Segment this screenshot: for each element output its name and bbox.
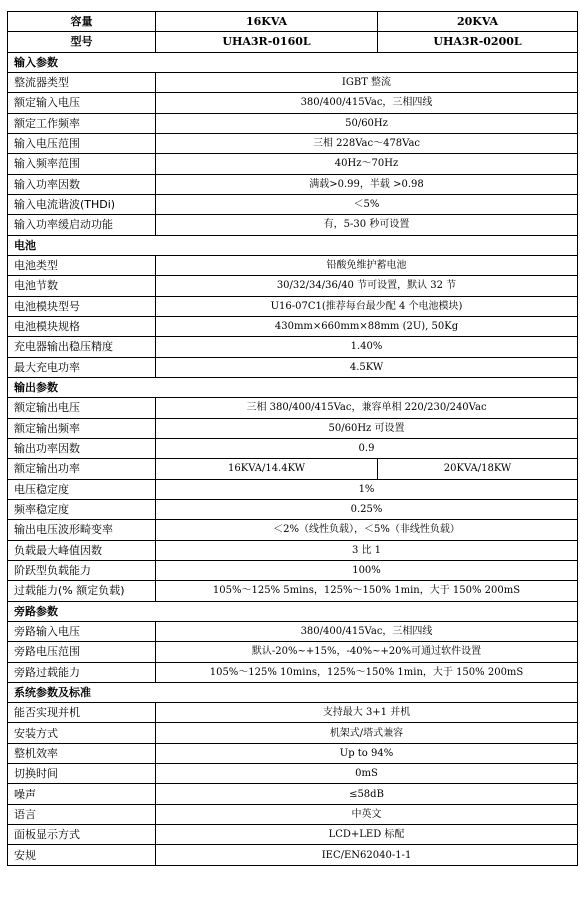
input-row: [8, 133, 578, 153]
spec-label: 输入电压范围: [8, 133, 156, 153]
spec-value: 105%～125% 5mins，125%～150% 1min，大于 150% 200mS: [156, 581, 578, 601]
spec-value: IEC/EN62040-1-1: [156, 845, 578, 865]
input-row: [8, 113, 578, 133]
spec-label: 输入电流谐波(THDi): [8, 194, 156, 214]
spec-label: 额定工作频率: [8, 113, 156, 133]
output-power-row: [8, 459, 578, 479]
system-row: [8, 723, 578, 743]
spec-value: 50/60Hz 可设置: [156, 418, 578, 438]
battery-row: [8, 337, 578, 357]
spec-label: 负载最大峰值因数: [8, 540, 156, 560]
output-row: [8, 398, 578, 418]
spec-label: 额定输出功率: [8, 459, 156, 479]
battery-row: [8, 296, 578, 316]
model-16kva: UHA3R-0160L: [156, 32, 378, 52]
spec-label: 旁路输入电压: [8, 621, 156, 641]
spec-label: 旁路电压范围: [8, 642, 156, 662]
spec-value: LCD+LED 标配: [156, 825, 578, 845]
input-row: [8, 72, 578, 92]
spec-label: 面板显示方式: [8, 825, 156, 845]
spec-label: 电池类型: [8, 255, 156, 275]
output-row: [8, 581, 578, 601]
spec-label: 能否实现并机: [8, 703, 156, 723]
spec-value: 100%: [156, 560, 578, 580]
model-20kva: UHA3R-0200L: [378, 32, 578, 52]
output-row: [8, 438, 578, 458]
capacity-row: [8, 12, 578, 32]
spec-label: 输出电压波形畸变率: [8, 520, 156, 540]
spec-body: [8, 12, 578, 866]
battery-row: [8, 316, 578, 336]
input-row: [8, 174, 578, 194]
input-section-title: 输入参数: [8, 52, 578, 72]
spec-label: 电池模块规格: [8, 316, 156, 336]
spec-label: 充电器输出稳压精度: [8, 337, 156, 357]
battery-row: [8, 255, 578, 275]
spec-value: ＜5%: [156, 194, 578, 214]
spec-label: 切换时间: [8, 764, 156, 784]
spec-value: ＜2%（线性负载），＜5%（非线性负载）: [156, 520, 578, 540]
battery-row: [8, 276, 578, 296]
output-power-20kva: 20KVA/18KW: [378, 459, 578, 479]
bypass-row: [8, 642, 578, 662]
spec-value: 380/400/415Vac，三相四线: [156, 621, 578, 641]
spec-label: 噪声: [8, 784, 156, 804]
spec-label: 输入频率范围: [8, 154, 156, 174]
spec-label: 电池模块型号: [8, 296, 156, 316]
spec-label: 频率稳定度: [8, 499, 156, 519]
model-row: [8, 32, 578, 52]
spec-label: 额定输出电压: [8, 398, 156, 418]
spec-label: 输入功率因数: [8, 174, 156, 194]
spec-label: 额定输入电压: [8, 93, 156, 113]
spec-value: 1%: [156, 479, 578, 499]
bypass-section: [8, 601, 578, 621]
input-row: [8, 194, 578, 214]
input-row: [8, 154, 578, 174]
spec-value: 0.25%: [156, 499, 578, 519]
capacity-label: 容量: [8, 12, 156, 32]
bypass-section-title: 旁路参数: [8, 601, 578, 621]
battery-row: [8, 357, 578, 377]
spec-value: 380/400/415Vac，三相四线: [156, 93, 578, 113]
spec-label: 电池节数: [8, 276, 156, 296]
system-row: [8, 743, 578, 763]
spec-label: 整机效率: [8, 743, 156, 763]
spec-label: 安规: [8, 845, 156, 865]
system-row: [8, 804, 578, 824]
spec-value: 40Hz～70Hz: [156, 154, 578, 174]
spec-value: 支持最大 3+1 并机: [156, 703, 578, 723]
system-row: [8, 784, 578, 804]
system-row: [8, 825, 578, 845]
spec-value: 0.9: [156, 438, 578, 458]
system-row: [8, 845, 578, 865]
output-row: [8, 540, 578, 560]
spec-value: 1.40%: [156, 337, 578, 357]
capacity-20kva: 20KVA: [378, 12, 578, 32]
spec-label: 整流器类型: [8, 72, 156, 92]
spec-value: ≤58dB: [156, 784, 578, 804]
input-row: [8, 215, 578, 235]
output-section: [8, 377, 578, 397]
output-section-title: 输出参数: [8, 377, 578, 397]
bypass-row: [8, 662, 578, 682]
spec-value: 3 比 1: [156, 540, 578, 560]
spec-value: 默认-20%~+15%，-40%~+20%可通过软件设置: [156, 642, 578, 662]
spec-value: 机架式/塔式兼容: [156, 723, 578, 743]
output-row: [8, 479, 578, 499]
spec-label: 过载能力(% 额定负载): [8, 581, 156, 601]
spec-label: 阶跃型负载能力: [8, 560, 156, 580]
spec-label: 旁路过载能力: [8, 662, 156, 682]
spec-value: 4.5KW: [156, 357, 578, 377]
input-row: [8, 93, 578, 113]
input-section: [8, 52, 578, 72]
spec-value: 105%～125% 10mins，125%～150% 1min，大于 150% 200mS: [156, 662, 578, 682]
spec-value: 有，5-30 秒可设置: [156, 215, 578, 235]
spec-label: 最大充电功率: [8, 357, 156, 377]
spec-value: 中英文: [156, 804, 578, 824]
system-section-title: 系统参数及标准: [8, 682, 578, 702]
capacity-16kva: 16KVA: [156, 12, 378, 32]
spec-value: 0mS: [156, 764, 578, 784]
spec-value: 铅酸免维护蓄电池: [156, 255, 578, 275]
system-row: [8, 703, 578, 723]
system-section: [8, 682, 578, 702]
spec-label: 电压稳定度: [8, 479, 156, 499]
output-row: [8, 418, 578, 438]
output-power-16kva: 16KVA/14.4KW: [156, 459, 378, 479]
bypass-row: [8, 621, 578, 641]
output-row: [8, 499, 578, 519]
spec-value: 30/32/34/36/40 节可设置，默认 32 节: [156, 276, 578, 296]
spec-value: Up to 94%: [156, 743, 578, 763]
spec-label: 输出功率因数: [8, 438, 156, 458]
spec-value: 满载>0.99，半载 >0.98: [156, 174, 578, 194]
spec-value: 三相 380/400/415Vac，兼容单相 220/230/240Vac: [156, 398, 578, 418]
spec-value: IGBT 整流: [156, 72, 578, 92]
model-label: 型号: [8, 32, 156, 52]
system-row: [8, 764, 578, 784]
battery-section-title: 电池: [8, 235, 578, 255]
spec-value: 50/60Hz: [156, 113, 578, 133]
spec-label: 额定输出频率: [8, 418, 156, 438]
spec-value: 三相 228Vac～478Vac: [156, 133, 578, 153]
output-row: [8, 520, 578, 540]
spec-label: 输入功率缓启动功能: [8, 215, 156, 235]
spec-value: U16-07C1(推荐每台最少配 4 个电池模块): [156, 296, 578, 316]
output-row: [8, 560, 578, 580]
spec-table: [7, 11, 578, 866]
spec-value: 430mm×660mm×88mm (2U), 50Kg: [156, 316, 578, 336]
spec-label: 语言: [8, 804, 156, 824]
battery-section: [8, 235, 578, 255]
spec-label: 安装方式: [8, 723, 156, 743]
